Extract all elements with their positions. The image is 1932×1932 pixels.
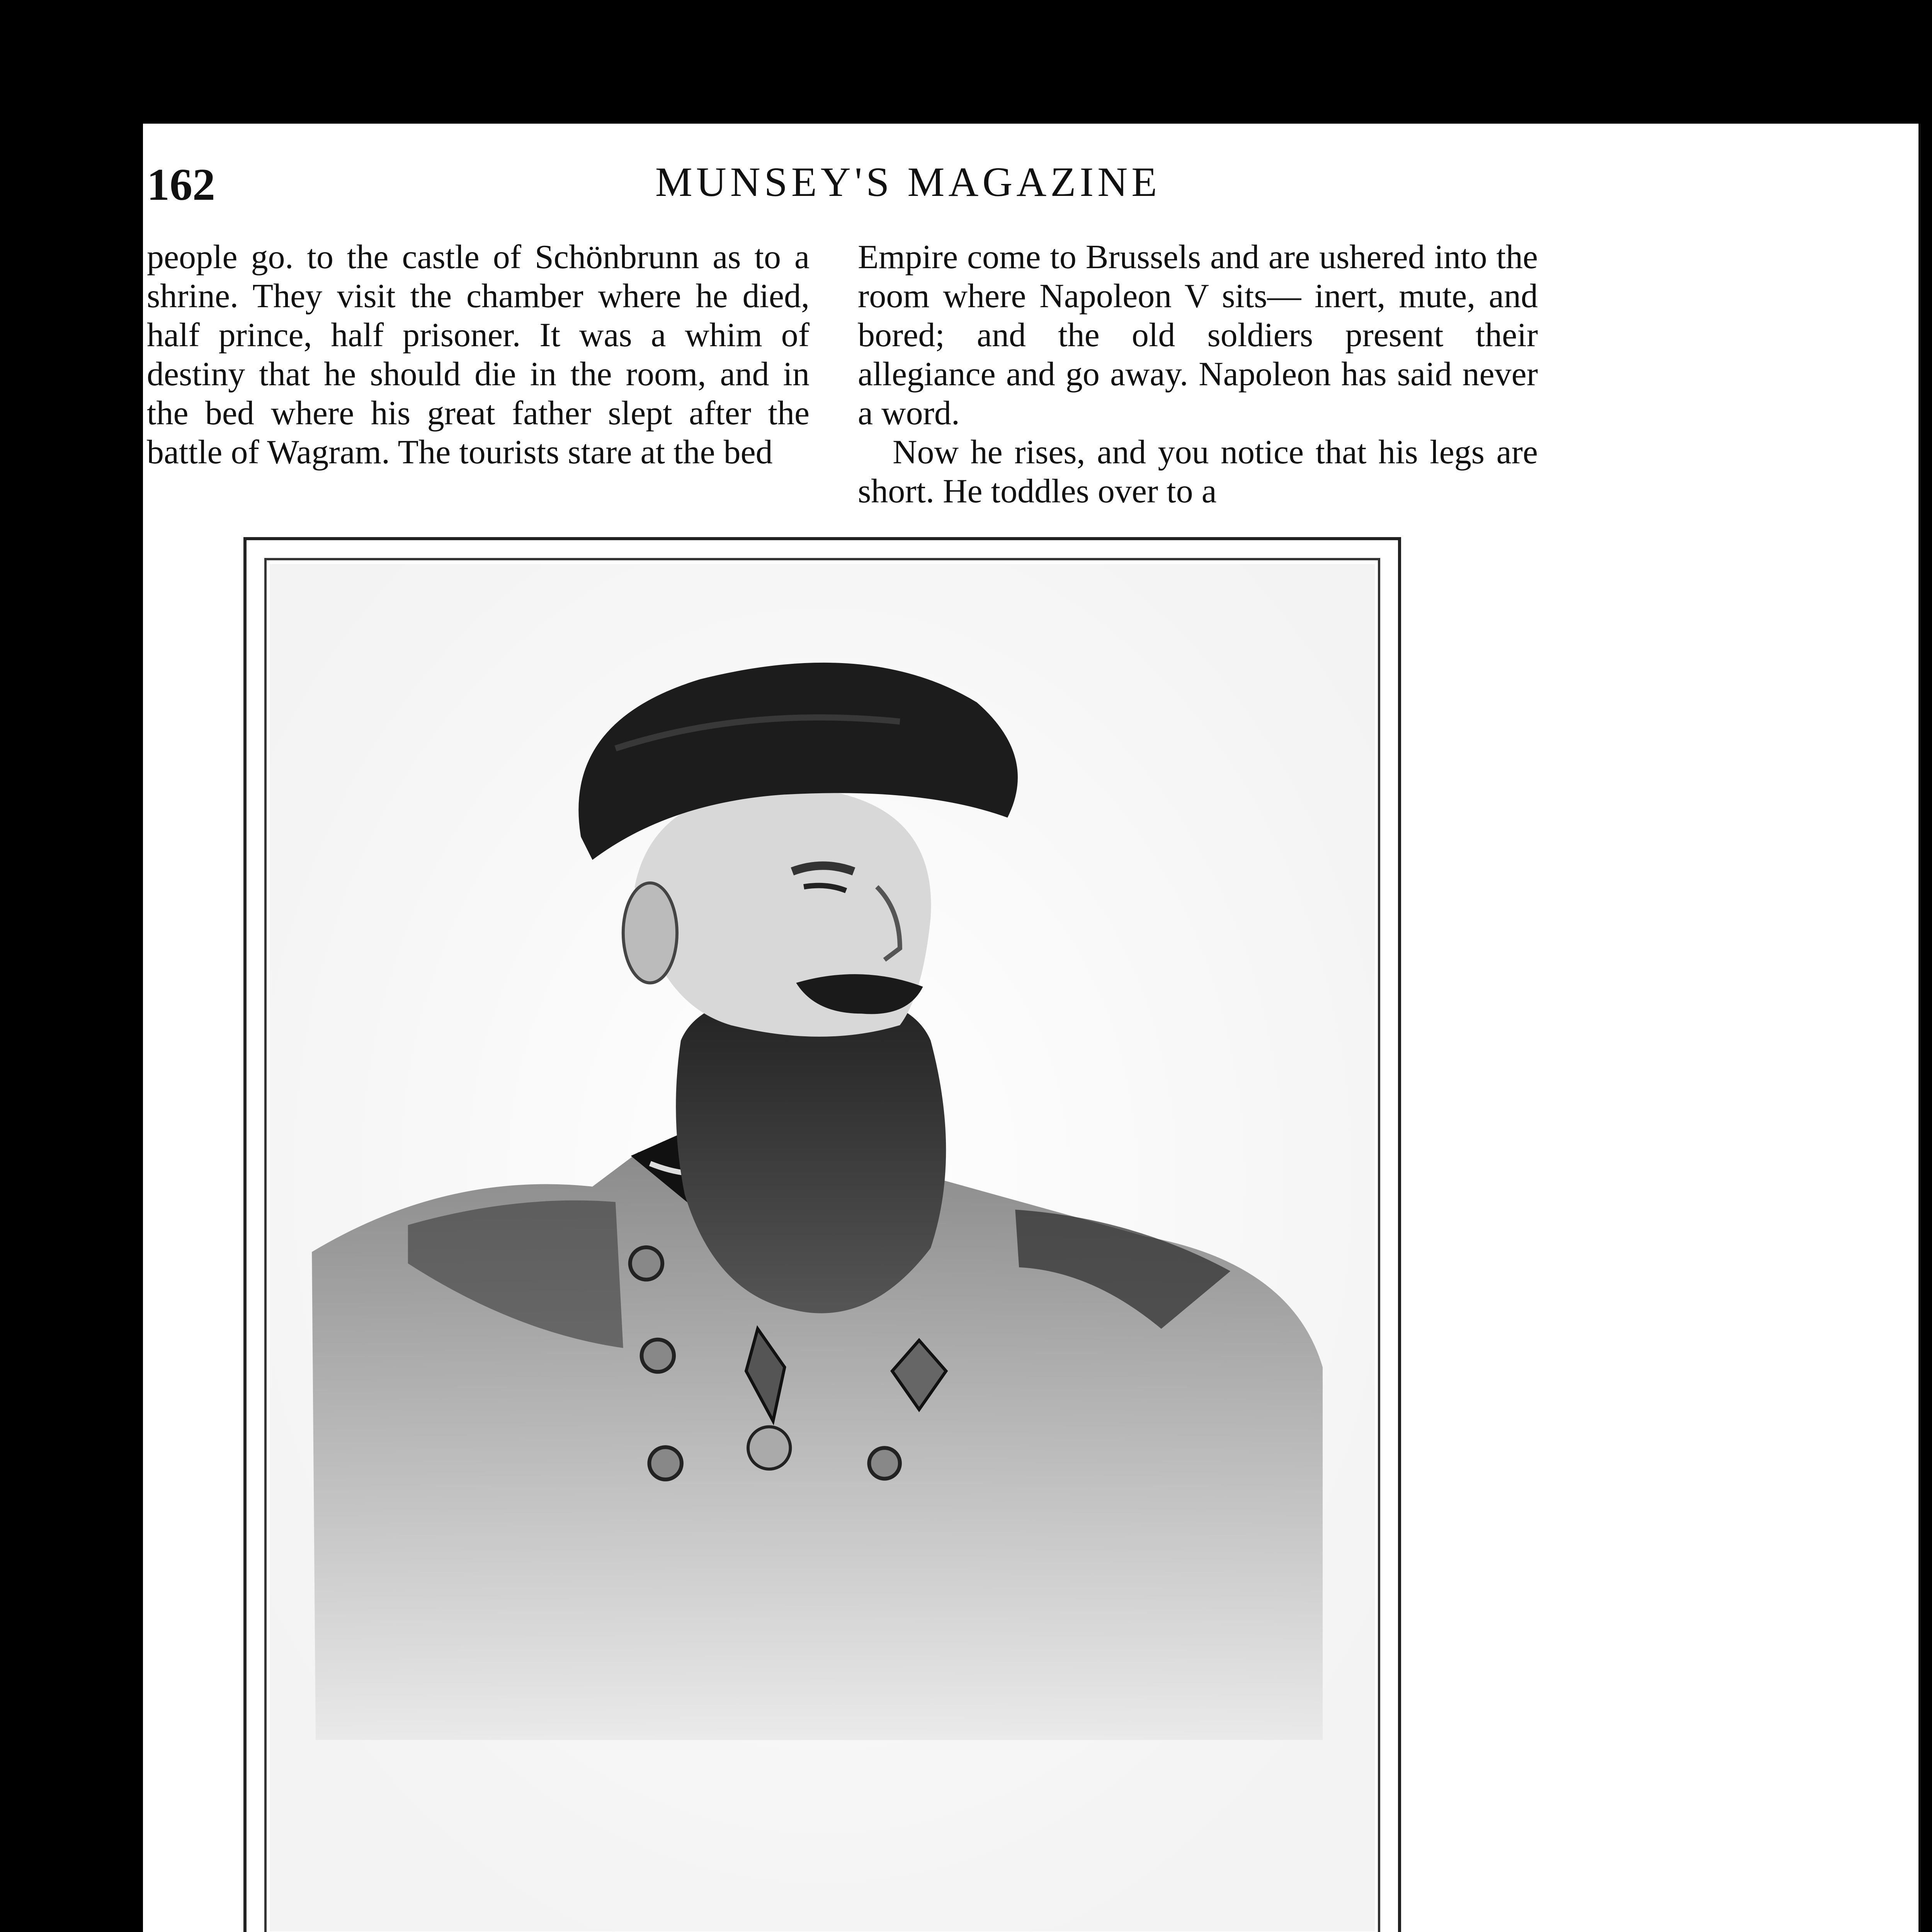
page-gutter-shadow [1918, 124, 1921, 1932]
paragraph: people go. to the castle of Schönbrunn as to a shrine. They visit the chamber where he died, half prince, half prisoner. It was a whim of destiny that he should die in the room, and in the bed where his great father slept after the battle of Wagram. The tourists stare at the bed [147, 238, 810, 471]
paragraph: Now he rises, and you notice that his legs are short. He toddles over to a [858, 434, 1538, 510]
portrait-illustration [247, 540, 1398, 1932]
page-header [147, 151, 1669, 220]
paragraph: Empire come to Brussels and are ushered into the room where Napoleon V sits— inert, mute, and bored; and the old soldiers present their allegiance and go away. Napoleon has said never a word. [858, 238, 1538, 432]
page-number: 162 [147, 159, 215, 210]
portrait-plate [243, 537, 1401, 1932]
text-column-top-left [147, 238, 810, 472]
running-title: MUNSEY'S MAGAZINE [655, 159, 1161, 205]
text-column-top-right [858, 238, 1538, 511]
